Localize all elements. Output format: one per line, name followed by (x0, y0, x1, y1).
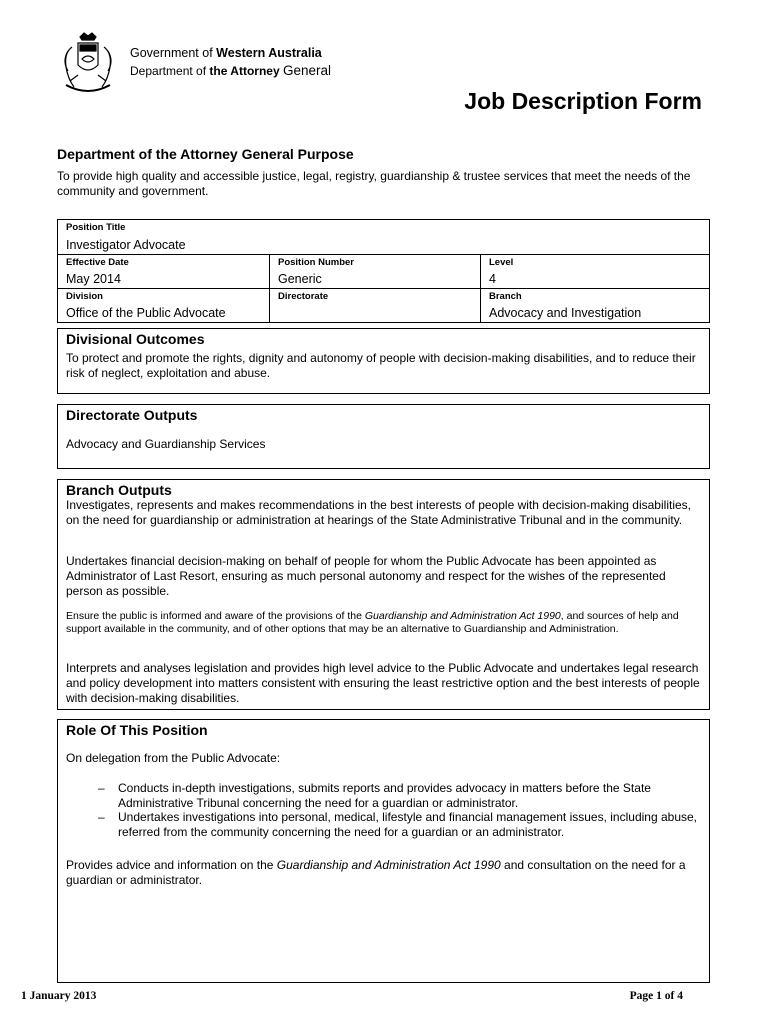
dash-icon: – (98, 810, 105, 824)
branch-outputs-box (57, 479, 710, 710)
branch-output-4: Interprets and analyses legislation and provides high level advice to the Public Advocate and undertakes legal research and policy development into matters consistent with ensuring the least restrictive option and the best interests of people with decision-making disabilities. (66, 661, 700, 705)
divisional-outcomes-heading: Divisional Outcomes (66, 331, 205, 347)
position-title-row (58, 220, 709, 254)
directorate-outputs-heading: Directorate Outputs (66, 407, 198, 423)
role-duties-list (98, 781, 698, 839)
position-details-table (57, 219, 710, 323)
role-box (57, 719, 710, 983)
position-number-label: Position Number (278, 257, 355, 268)
effective-row (58, 254, 709, 288)
role-intro: On delegation from the Public Advocate: (66, 751, 281, 765)
effective-date-label: Effective Date (66, 257, 129, 268)
branch-outputs-heading: Branch Outputs (66, 482, 172, 498)
branch-output-3-act: Guardianship and Administration Act 1990 (364, 610, 561, 622)
branch-output-3-before: Ensure the public is informed and aware of the provisions of the (66, 610, 365, 622)
purpose-text: To provide high quality and accessible justice, legal, registry, guardianship & trustee services that meet the needs of the community and government. (57, 169, 691, 198)
effective-date-cell (58, 255, 269, 288)
footer-date: 1 January 2013 (21, 990, 97, 1002)
directorate-cell (269, 289, 480, 322)
divisional-outcomes-box (57, 328, 710, 394)
level-cell (480, 255, 709, 288)
gov-state: Western Australia (216, 46, 322, 60)
branch-output-3-after: , and sources of help and support available in the community, and of other options that may be an alternative to Guardianship and Administration. (66, 610, 679, 635)
branch-output-1: Investigates, represents and makes recommendations in the best interests of people with decision-making disabilities, on the need for guardianship or administration at hearings of the State Administrative Tribunal and in the community. (66, 498, 691, 527)
wa-coat-of-arms-icon (58, 31, 118, 95)
role-duty-text: Conducts in-depth investigations, submits reports and provides advocacy in matters before the State Administrative Tribunal concerning the need for a guardian or administrator. (118, 781, 651, 810)
form-title: Job Description Form (464, 88, 702, 114)
division-cell (58, 289, 269, 322)
branch-value: Advocacy and Investigation (489, 306, 642, 320)
branch-output-2: Undertakes financial decision-making on behalf of people for whom the Public Advocate has been appointed as Administrator of Last Resort, ensuring as much personal autonomy and respect for the wishes of the represented person as possible. (66, 554, 666, 598)
footer-page-number: Page 1 of 4 (629, 990, 683, 1002)
position-title-value: Investigator Advocate (66, 238, 186, 252)
branch-cell (480, 289, 709, 322)
level-label: Level (489, 257, 514, 268)
position-number-cell (269, 255, 480, 288)
position-number-value: Generic (278, 272, 322, 286)
dept-the: the Attorney (209, 64, 280, 78)
gov-prefix: Government of (130, 46, 213, 60)
position-title-cell (58, 220, 709, 254)
effective-date-value: May 2014 (66, 272, 121, 286)
role-duty-item (98, 810, 698, 839)
division-row (58, 288, 709, 322)
department-line (130, 63, 331, 78)
directorate-value (278, 302, 480, 306)
position-title-label: Position Title (66, 222, 126, 233)
government-line (130, 46, 322, 60)
directorate-outputs-box (57, 404, 710, 469)
dash-icon: – (98, 781, 105, 795)
role-closing-before: Provides advice and information on the (66, 858, 277, 872)
role-heading: Role Of This Position (66, 722, 208, 738)
directorate-outputs-text: Advocacy and Guardianship Services (66, 437, 266, 451)
role-duty-item (98, 781, 698, 810)
divisional-outcomes-text: To protect and promote the rights, dignity and autonomy of people with decision-making disabilities, and to reduce their risk of neglect, exploitation and abuse. (66, 351, 696, 380)
role-closing-after: and consultation on the need for a guardian or administrator. (66, 858, 686, 887)
purpose-heading: Department of the Attorney General Purpose (57, 146, 354, 162)
role-closing-act: Guardianship and Administration Act 1990 (276, 858, 501, 872)
dept-general: General (282, 63, 331, 78)
directorate-label: Directorate (278, 291, 329, 302)
division-value: Office of the Public Advocate (66, 306, 226, 320)
dept-prefix: Department of (130, 64, 207, 78)
branch-output-3 (66, 610, 702, 635)
branch-label: Branch (489, 291, 522, 302)
role-duty-text: Undertakes investigations into personal, medical, lifestyle and financial management issues, including abuse, referred from the community concerning the need for a guardian or an administrator. (118, 810, 697, 839)
level-value: 4 (489, 272, 496, 286)
role-closing (66, 858, 702, 888)
division-label: Division (66, 291, 103, 302)
